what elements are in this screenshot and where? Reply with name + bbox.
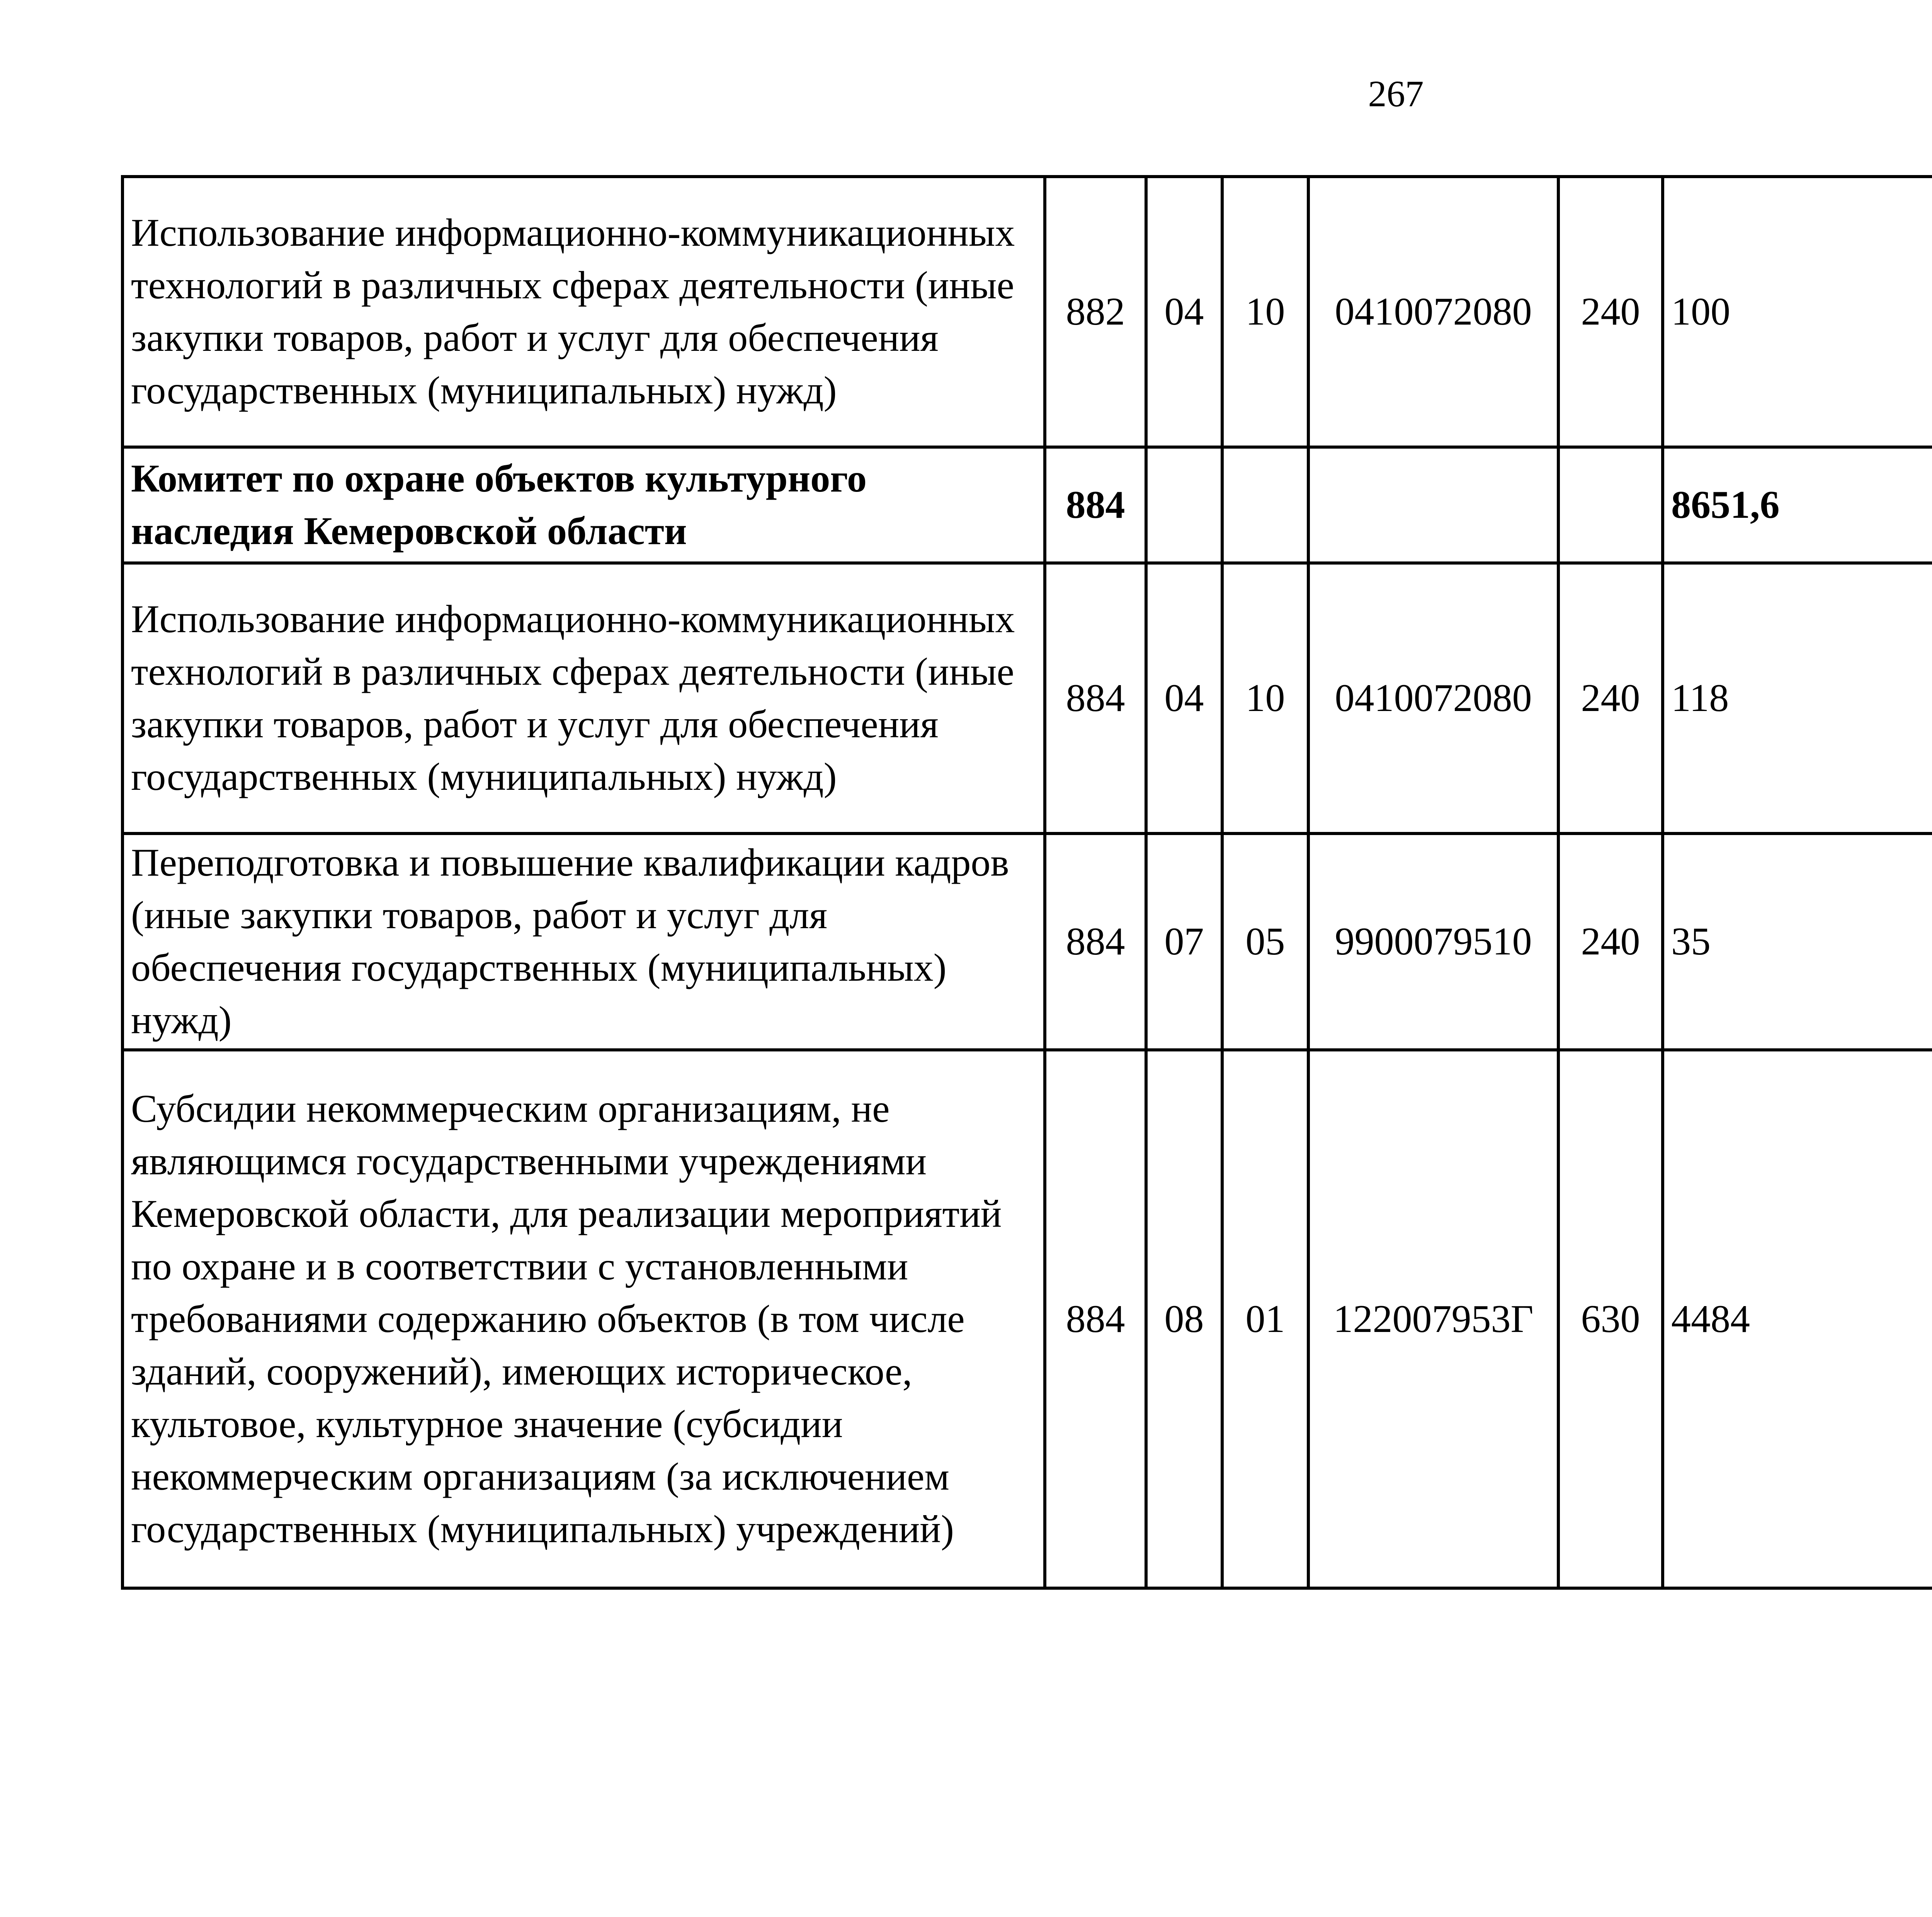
row-section-code: 04 <box>1146 177 1222 447</box>
row-ministry-code: 884 <box>1045 833 1146 1050</box>
row-description: Комитет по охране объектов культурного наследия Кемеровской области <box>122 447 1045 563</box>
row-target-article: 0410072080 <box>1308 563 1558 833</box>
row-amount-1: 8651,6 <box>1663 447 1932 563</box>
table-row <box>122 177 1932 447</box>
row-amount-1: 35 <box>1663 833 1932 1050</box>
row-target-article: 0410072080 <box>1308 177 1558 447</box>
table-row <box>122 833 1932 1050</box>
row-expense-type: 240 <box>1558 833 1663 1050</box>
row-section-code: 04 <box>1146 563 1222 833</box>
row-target-article <box>1308 447 1558 563</box>
row-ministry-code: 884 <box>1045 1050 1146 1588</box>
row-expense-type: 240 <box>1558 563 1663 833</box>
row-subsection-code: 05 <box>1222 833 1308 1050</box>
row-subsection-code: 01 <box>1222 1050 1308 1588</box>
row-expense-type <box>1558 447 1663 563</box>
table-row <box>122 563 1932 833</box>
table-row-committee-total <box>122 447 1932 563</box>
row-subsection-code: 10 <box>1222 563 1308 833</box>
row-description: Переподготовка и повышение квалификации кадров (иные закупки товаров, работ и услуг для обеспечения государственных (муниципальных) нужд) <box>122 833 1045 1050</box>
row-expense-type: 630 <box>1558 1050 1663 1588</box>
table-row <box>122 1050 1932 1588</box>
row-amount-1: 100 <box>1663 177 1932 447</box>
row-target-article: 9900079510 <box>1308 833 1558 1050</box>
row-subsection-code <box>1222 447 1308 563</box>
row-expense-type: 240 <box>1558 177 1663 447</box>
row-section-code: 07 <box>1146 833 1222 1050</box>
row-section-code: 08 <box>1146 1050 1222 1588</box>
row-target-article: 122007953Г <box>1308 1050 1558 1588</box>
page-number: 267 <box>1368 73 1424 114</box>
row-section-code <box>1146 447 1222 563</box>
row-description: Использование информационно-коммуникационных технологий в различных сферах деятельности (иные закупки товаров, работ и услуг для обеспечения государственных (муниципальных) нужд) <box>122 177 1045 447</box>
row-description: Использование информационно-коммуникационных технологий в различных сферах деятельности (иные закупки товаров, работ и услуг для обеспечения государственных (муниципальных) нужд) <box>122 563 1045 833</box>
row-amount-1: 118 <box>1663 563 1932 833</box>
row-ministry-code: 884 <box>1045 447 1146 563</box>
budget-table <box>121 175 1932 1590</box>
row-ministry-code: 884 <box>1045 563 1146 833</box>
row-description: Субсидии некоммерческим организациям, не являющимся государственными учреждениями Кемеровской области, для реализации мероприятий по охране и в соответствии с установленными требованиями содержанию объектов (в том числе зданий, сооружений), имеющих историческое, культовое, культурное значение (субсидии некоммерческим организациям (за исключением государственных (муниципальных) учреждений) <box>122 1050 1045 1588</box>
row-ministry-code: 882 <box>1045 177 1146 447</box>
row-subsection-code: 10 <box>1222 177 1308 447</box>
row-amount-1: 4484 <box>1663 1050 1932 1588</box>
